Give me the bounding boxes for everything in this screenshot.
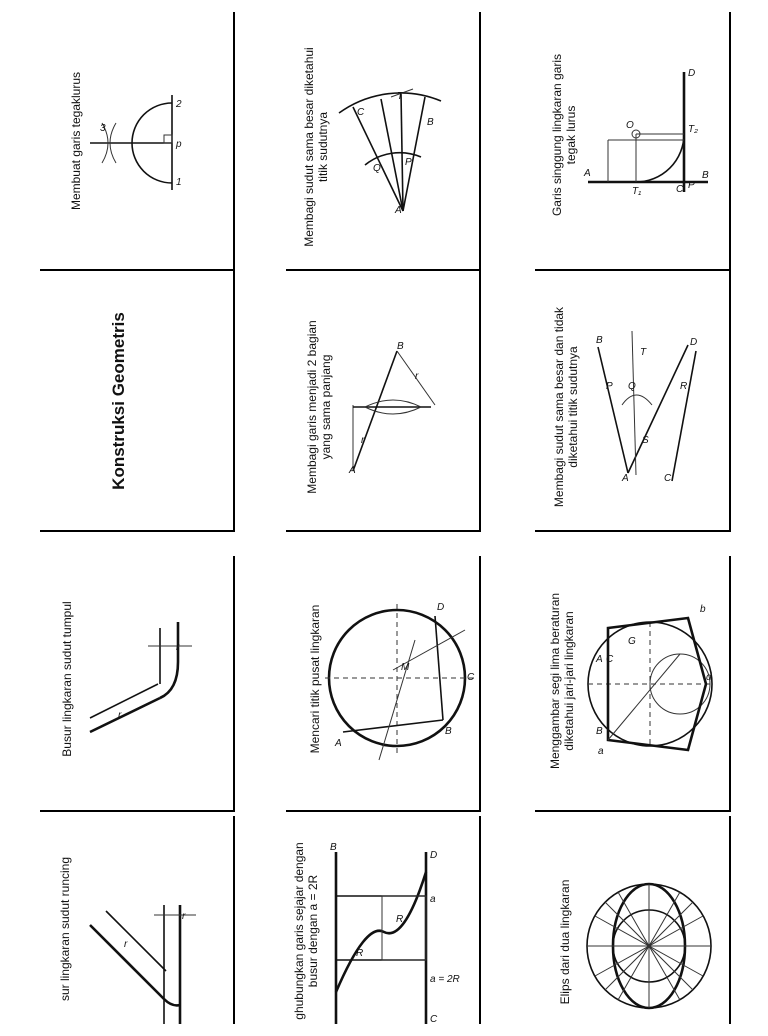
svg-text:B: B [445, 726, 452, 737]
grid-line-low-right [729, 556, 731, 812]
panel-caption: Garis singgung lingkaran garis tegak lurus [550, 53, 578, 217]
grid-line-mid-right [729, 270, 731, 532]
bisect-segment-diagram [345, 341, 445, 476]
panel-caption: Membagi sudut sama besar diketahui titik sudutnya [302, 47, 330, 247]
grid-line-bottom-left [233, 816, 235, 1024]
panel-caption: Membagi garis menjadi 2 bagian yang sama panjang [305, 320, 333, 494]
svg-text:B: B [397, 341, 404, 352]
svg-text:C: C [606, 654, 614, 665]
svg-text:a: a [598, 746, 604, 757]
page-title: Konstruksi Geometris [109, 312, 128, 490]
svg-text:B: B [702, 170, 709, 181]
svg-text:A: A [622, 473, 629, 484]
svg-text:P: P [405, 157, 412, 168]
svg-text:T: T [397, 91, 404, 102]
svg-text:G: G [628, 636, 636, 647]
grid-line-low-mid [479, 556, 481, 812]
svg-text:R: R [680, 381, 688, 392]
circle-center-diagram [325, 600, 475, 760]
grid-line-h1 [40, 269, 235, 271]
grid-line-top-mid [479, 12, 481, 270]
panel-caption: ghubungkan garis sejajar dengan busur dengan a = 2R [292, 842, 320, 1020]
grid-line-h3 [535, 269, 731, 271]
svg-text:a: a [430, 894, 436, 905]
svg-text:r: r [124, 939, 128, 950]
grid-line-h7 [40, 810, 235, 812]
svg-text:C: C [664, 473, 672, 484]
svg-text:T₂: T₂ [688, 124, 698, 135]
svg-text:A: A [335, 738, 342, 749]
svg-text:p: p [176, 139, 182, 150]
svg-text:1: 1 [176, 177, 182, 188]
panel-caption: sur lingkaran sudut runcing [58, 856, 72, 1002]
svg-text:Q: Q [373, 163, 381, 174]
svg-text:2: 2 [176, 99, 182, 110]
svg-text:R: R [356, 948, 364, 959]
grid-line-top-right [729, 12, 731, 270]
grid-line-h2 [286, 269, 481, 271]
perpendicular-diagram [90, 95, 190, 190]
svg-text:D: D [690, 337, 698, 348]
svg-text:B: B [596, 726, 603, 737]
unknown-vertex-diagram [592, 325, 712, 485]
svg-text:T₁: T₁ [632, 186, 642, 197]
ellipse-diagram [585, 870, 730, 1024]
svg-text:a = 2R: a = 2R [430, 974, 460, 985]
angle-bisector-diagram [335, 85, 445, 215]
svg-text:D: D [688, 68, 696, 79]
grid-line-low-left [233, 556, 235, 812]
svg-text:r: r [182, 911, 186, 922]
pentagon-diagram [588, 604, 718, 764]
grid-line-mid-mid [479, 270, 481, 532]
svg-text:P: P [606, 381, 613, 392]
obtuse-arc-diagram [88, 622, 193, 742]
panel-caption: Mencari titik pusat lingkaran [308, 604, 322, 754]
panel-caption: Membuat garis tegaklurus [69, 71, 83, 211]
svg-text:D: D [430, 850, 438, 861]
svg-text:P: P [688, 180, 695, 191]
svg-text:S: S [642, 435, 649, 446]
svg-text:r: r [118, 710, 122, 721]
svg-text:A: A [596, 654, 603, 665]
svg-text:B: B [427, 117, 434, 128]
grid-line-top-left [233, 12, 235, 270]
grid-line-mid-left [233, 270, 235, 532]
grid-line-h5 [286, 530, 481, 532]
panel-caption: Elips dari dua lingkaran [558, 879, 572, 1005]
svg-text:C: C [430, 1014, 438, 1025]
grid-line-h9 [535, 810, 731, 812]
svg-text:r: r [415, 371, 419, 382]
tangent-diagram [578, 62, 718, 197]
parallel-arc-diagram [326, 842, 460, 1025]
svg-text:r: r [176, 642, 180, 653]
svg-text:A: A [349, 465, 356, 476]
svg-text:b: b [700, 604, 706, 615]
panel-caption: Menggambar segi lima beraturan diketahui jari-jari lingkaran [548, 592, 576, 770]
acute-arc-diagram [88, 905, 198, 1024]
svg-text:A: A [584, 168, 591, 179]
grid-line-h4 [40, 530, 235, 532]
grid-line-h8 [286, 810, 481, 812]
svg-text:A: A [395, 205, 402, 216]
svg-text:B: B [330, 842, 337, 853]
svg-text:3: 3 [100, 123, 106, 134]
svg-text:D: D [437, 602, 445, 613]
svg-text:C: C [676, 184, 684, 195]
panel-caption: Busur lingkaran sudut tumpul [60, 601, 74, 757]
svg-text:r: r [361, 435, 365, 446]
svg-text:O: O [626, 120, 634, 131]
svg-text:C: C [357, 107, 365, 118]
grid-line-h6 [535, 530, 731, 532]
grid-line-bottom-mid [479, 816, 481, 1024]
svg-text:B: B [596, 335, 603, 346]
svg-text:T: T [640, 347, 647, 358]
svg-text:C: C [467, 672, 475, 683]
svg-text:d: d [706, 672, 712, 683]
svg-text:R: R [396, 914, 404, 925]
svg-text:M: M [401, 662, 410, 673]
svg-text:Q: Q [628, 381, 636, 392]
panel-caption: Membagi sudut sama besar dan tidak diketahui titik sudutnya [552, 306, 580, 508]
